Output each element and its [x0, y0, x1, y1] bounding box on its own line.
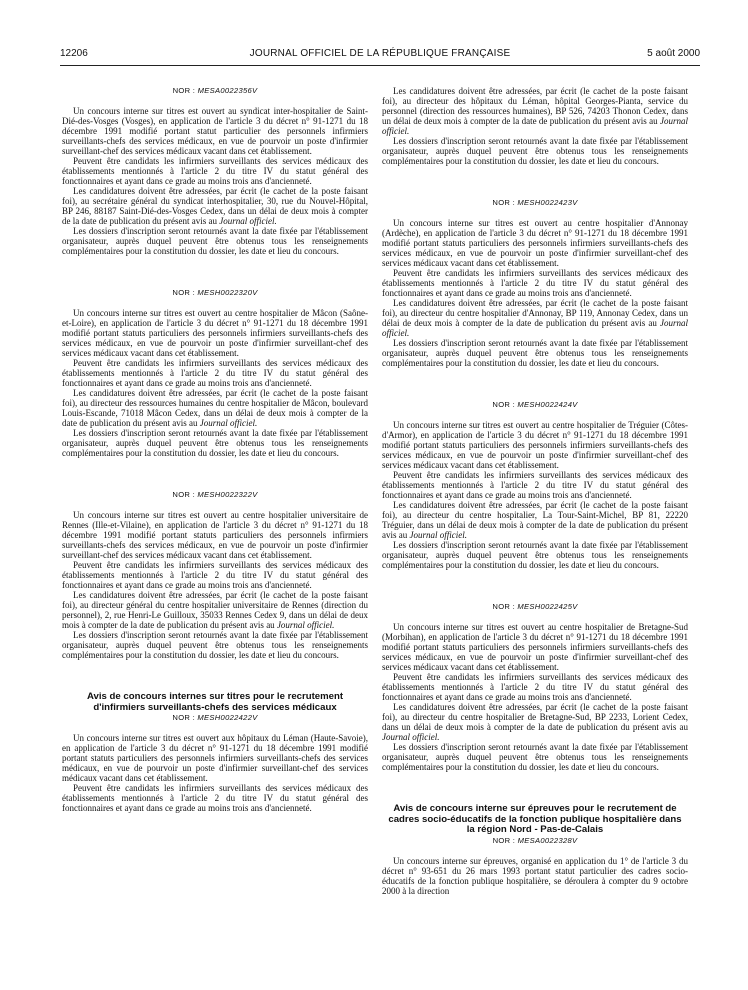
paragraph: Les dossiers d'inscription seront retournés avant la date fixée par l'établissement organisateur, auprès duquel peuvent être obtenus tous les renseignements complémentaires pour la constitution du dossier, les date et lieu du concours. [382, 540, 688, 570]
nor-reference [382, 400, 688, 410]
nor-reference [62, 713, 368, 723]
paragraph-text: Les candidatures doivent être adressées, par écrit (le cachet de la poste faisant foi), au secrétaire général du syndicat interhospitalier, 30, rue du Nouvel-Hôpital, BP 246, 88187 Saint-Dié-des-Vosges Cedex, dans un délai de deux mois à compter de la date de publication du présent avis au [62, 186, 368, 226]
page-header [60, 48, 700, 62]
paragraph: Peuvent être candidats les infirmiers surveillants des services médicaux des établissements mentionnés à l'article 2 du titre IV du statut général des fonctionnaires et ayant dans ce grade au moins trois ans d'ancienneté. [62, 156, 368, 186]
paragraph: Les dossiers d'inscription seront retournés avant la date fixée par l'établissement organisateur, auprès duquel peuvent être obtenus tous les renseignements complémentaires pour la constitution du dossier, les date et lieu du concours. [62, 630, 368, 660]
paragraph: Un concours interne sur titres est ouvert au centre hospitalier d'Annonay (Ardèche), en application de l'article 3 du décret n° 91-1271 du 18 décembre 1991 modifié portant statuts particuliers des personnels infirmiers surveillants-chefs des services médicaux, en vue de pourvoir un poste d'infirmier surveillant-chef des services médicaux vacant dans cet établissement. [382, 218, 688, 268]
right-column [382, 86, 688, 896]
nor-reference [62, 490, 368, 500]
journal-reference: Journal officiel. [199, 418, 258, 428]
nor-code: MESA0022328V [517, 835, 578, 845]
journal-reference: Journal officiel. [382, 116, 688, 136]
nor-label: NOR : [492, 400, 518, 409]
notice-annonay [382, 198, 688, 368]
nor-label: NOR : [172, 288, 198, 297]
paragraph: Peuvent être candidats les infirmiers surveillants des services médicaux des établissements mentionnés à l'article 2 du titre IV du statut général des fonctionnaires et ayant dans ce grade au moins trois ans d'ancienneté. [382, 268, 688, 298]
section-title: Avis de concours interne sur épreuves pour le recrutement de cadres socio-éducatifs de la fonction publique hospitalière dans la région Nord - Pas-de-Calais [388, 803, 682, 835]
nor-code: MESH0022423V [517, 198, 578, 207]
paragraph: Peuvent être candidats les infirmiers surveillants des services médicaux des établissements mentionnés à l'article 2 du titre IV du statut général des fonctionnaires et ayant dans ce grade au moins trois ans d'ancienneté. [62, 783, 368, 813]
spacer [62, 458, 368, 490]
journal-reference: Journal officiel. [219, 216, 277, 226]
spacer [62, 298, 368, 308]
paragraph: Un concours interne sur titres est ouvert au syndicat inter-hospitalier de Saint-Dié-des-Vosges (Vosges), en application de l'article 3 du décret n° 91-1271 du 18 décembre 1991 modifié portant statut particulier des personnels infirmiers surveillants-chefs des services médicaux, en vue de pourvoir un poste d'infirmier surveillant-chef des services médicaux vacant dans cet établissement. [62, 106, 368, 156]
notice-bretagne-sud [382, 602, 688, 772]
paragraph: Peuvent être candidats les infirmiers surveillants des services médicaux des établissements mentionnés à l'article 2 du titre IV du statut général des fonctionnaires et ayant dans ce grade au moins trois ans d'ancienneté. [62, 358, 368, 388]
spacer [62, 96, 368, 106]
left-column [62, 86, 368, 813]
paragraph: Un concours interne sur titres est ouvert au centre hospitalier de Bretagne-Sud (Morbihan), en application de l'article 3 du décret n° 91-1271 du 18 décembre 1991 modifié portant statuts particuliers des personnels infirmiers surveillants-chefs des services médicaux, en vue de pourvoir un poste d'infirmier surveillant-chef des services médicaux vacant dans cet établissement. [382, 622, 688, 672]
paragraph-text: Les candidatures doivent être adressées, par écrit (le cachet de la poste faisant foi), au directeur du centre hospitalier, La Tour-Saint-Michel, BP 81, 22220 Tréguier, dans un délai de deux mois à compter de la date de publication du présent avis au [382, 500, 688, 540]
spacer [62, 660, 368, 692]
paragraph: Peuvent être candidats les infirmiers surveillants des services médicaux des établissements mentionnés à l'article 2 du titre IV du statut général des fonctionnaires et ayant dans ce grade au moins trois ans d'ancienneté. [62, 560, 368, 590]
paragraph-text: Les candidatures doivent être adressées, par écrit (le cachet de la poste faisant foi), au directeur général du centre hospitalier universitaire de Rennes (direction du personnel), 2, rue Henri-Le Guilloux, 35033 Rennes Cedex 9, dans un délai de deux mois à compter de la date de publication du présent avis au [62, 590, 368, 630]
paragraph: Les dossiers d'inscription seront retournés avant la date fixée par l'établissement organisateur, auprès duquel peuvent être obtenus tous les renseignements complémentaires pour la constitution du dossier, les date et lieu du concours. [382, 742, 688, 772]
section-title: Avis de concours internes sur titres pour le recrutement d'infirmiers surveillants-chefs des services médicaux [86, 691, 344, 713]
paragraph: Les dossiers d'inscription seront retournés avant la date fixée par l'établissement organisateur, auprès duquel peuvent être obtenus tous les renseignements complémentaires pour la constitution du dossier, les date et lieu du concours. [382, 136, 688, 166]
paragraph [382, 298, 688, 338]
issue-date: 5 août 2000 [647, 48, 700, 59]
spacer [382, 846, 688, 856]
spacer [382, 772, 688, 804]
paragraph: Peuvent être candidats les infirmiers surveillants des services médicaux des établissements mentionnés à l'article 2 du titre IV du statut général des fonctionnaires et ayant dans ce grade au moins trois ans d'ancienneté. [382, 672, 688, 702]
notice-saint-die [62, 86, 368, 256]
paragraph-text: Les candidatures doivent être adressées, par écrit (le cachet de la poste faisant foi), au directeur des ressources humaines du centre hospitalier de Mâcon, boulevard Louis-Escande, 71018 Mâcon Cedex, dans un délai de deux mois à compter de la date de publication du présent avis au [62, 388, 368, 428]
paragraph [62, 590, 368, 630]
nor-label: NOR : [492, 835, 518, 845]
paragraph-text: Les candidatures doivent être adressées, par écrit (le cachet de la poste faisant foi), au directeur des hôpitaux du Léman, hôpital Georges-Pianta, service du personnel (direction des ressources humaines), BP 526, 74203 Thonon Cedex, dans un délai de deux mois à compter de la date de publication du présent avis au [382, 86, 688, 126]
spacer [382, 166, 688, 198]
nor-label: NOR : [172, 490, 198, 499]
notice-macon [62, 288, 368, 458]
spacer [62, 500, 368, 510]
nor-reference [382, 602, 688, 612]
spacer [382, 570, 688, 602]
page-number: 12206 [60, 48, 88, 59]
paragraph [62, 388, 368, 428]
nor-label: NOR : [172, 713, 198, 722]
paragraph [62, 186, 368, 226]
paragraph: Un concours interne sur titres est ouvert au centre hospitalier de Tréguier (Côtes-d'Armor), en application de l'article 3 du décret n° 91-1271 du 18 décembre 1991 modifié portant statuts particuliers des personnels infirmiers surveillants-chefs des services médicaux, en vue de pourvoir un poste d'infirmier surveillant-chef des services médicaux vacant dans cet établissement. [382, 420, 688, 470]
spacer [62, 256, 368, 288]
paragraph-text: Les candidatures doivent être adressées, par écrit (le cachet de la poste faisant foi), au directeur du centre hospitalier de Bretagne-Sud, BP 2233, Lorient Cedex, dans un délai de deux mois à compter de la date de publication du présent avis au [382, 702, 688, 732]
nor-reference [62, 86, 368, 96]
spacer [62, 723, 368, 733]
nor-code: MESH0022422V [197, 713, 258, 722]
header-rule [60, 65, 700, 66]
journal-reference: Journal officiel. [382, 318, 688, 338]
notice-leman-continued [382, 86, 688, 166]
journal-reference: Journal officiel. [409, 530, 467, 540]
paragraph: Les dossiers d'inscription seront retournés avant la date fixée par l'établissement organisateur, auprès duquel peuvent être obtenus tous les renseignements complémentaires pour la constitution du dossier, les date et lieu du concours. [382, 338, 688, 368]
notice-leman [62, 692, 368, 813]
nor-reference [62, 288, 368, 298]
nor-code: MESH0022425V [517, 602, 578, 611]
paragraph: Un concours interne sur titres est ouvert aux hôpitaux du Léman (Haute-Savoie), en application de l'article 3 du décret n° 91-1271 du 18 décembre 1991 modifié portant statuts particuliers des personnels infirmiers surveillants-chefs des services médicaux, en vue de pourvoir un poste d'infirmier surveillant-chef des services médicaux vacant dans cet établissement. [62, 733, 368, 783]
notice-treguier [382, 400, 688, 570]
notice-rennes [62, 490, 368, 660]
paragraph [382, 500, 688, 540]
spacer [382, 612, 688, 622]
spacer [382, 368, 688, 400]
nor-code: MESA0022356V [197, 86, 258, 95]
spacer [382, 410, 688, 420]
spacer [382, 208, 688, 218]
paragraph-text: Les candidatures doivent être adressées, par écrit (le cachet de la poste faisant foi), au directeur du centre hospitalier d'Annonay, BP 119, Annonay Cedex, dans un délai de deux mois à compter de la date de publication du présent avis au [382, 298, 688, 328]
nor-label: NOR : [172, 86, 198, 95]
journal-reference: Journal officiel. [276, 620, 335, 630]
journal-title: JOURNAL OFFICIEL DE LA RÉPUBLIQUE FRANÇAISE [249, 48, 511, 59]
paragraph: Les dossiers d'inscription seront retournés avant la date fixée par l'établissement organisateur, auprès duquel peuvent être obtenus tous les renseignements complémentaires pour la constitution du dossier, les date et lieu du concours. [62, 226, 368, 256]
paragraph: Peuvent être candidats les infirmiers surveillants des services médicaux des établissements mentionnés à l'article 2 du titre IV du statut général des fonctionnaires et ayant dans ce grade au moins trois ans d'ancienneté. [382, 470, 688, 500]
nor-label: NOR : [492, 198, 518, 207]
paragraph: Un concours interne sur titres est ouvert au centre hospitalier de Mâcon (Saône-et-Loire), en application de l'article 3 du décret n° 91-1271 du 18 décembre 1991 modifié portant statuts particuliers des personnels infirmiers surveillants-chefs des services médicaux, en vue de pourvoir un poste d'infirmier surveillant-chef des services médicaux vacant dans cet établissement. [62, 308, 368, 358]
paragraph: Les dossiers d'inscription seront retournés avant la date fixée par l'établissement organisateur, auprès duquel peuvent être obtenus tous les renseignements complémentaires pour la constitution du dossier, les date et lieu du concours. [62, 428, 368, 458]
paragraph: Un concours interne sur épreuves, organisé en application du 1° de l'article 3 du décret n° 93-651 du 26 mars 1993 portant statut particulier des cadres socio-éducatifs de la fonction publique hospitalière, se déroulera à compter du 9 octobre 2000 à la direction [382, 855, 688, 896]
paragraph [382, 702, 688, 742]
nor-code: MESH0022322V [197, 490, 258, 499]
journal-reference: Journal officiel. [382, 732, 440, 742]
nor-reference [382, 836, 688, 846]
nor-reference [382, 198, 688, 208]
notice-nord-pas-de-calais [382, 804, 688, 896]
paragraph: Un concours interne sur titres est ouvert au centre hospitalier universitaire de Rennes (Ille-et-Vilaine), en application de l'article 3 du décret n° 91-1271 du 18 décembre 1991 modifié portant statuts particuliers des personnels infirmiers surveillants-chefs des services médicaux, en vue de pourvoir un poste d'infirmier surveillant-chef des services médicaux vacant dans cet établissement. [62, 510, 368, 560]
paragraph [382, 86, 688, 136]
nor-code: MESH0022424V [517, 400, 578, 409]
nor-label: NOR : [492, 602, 518, 611]
nor-code: MESH0022320V [197, 288, 258, 297]
